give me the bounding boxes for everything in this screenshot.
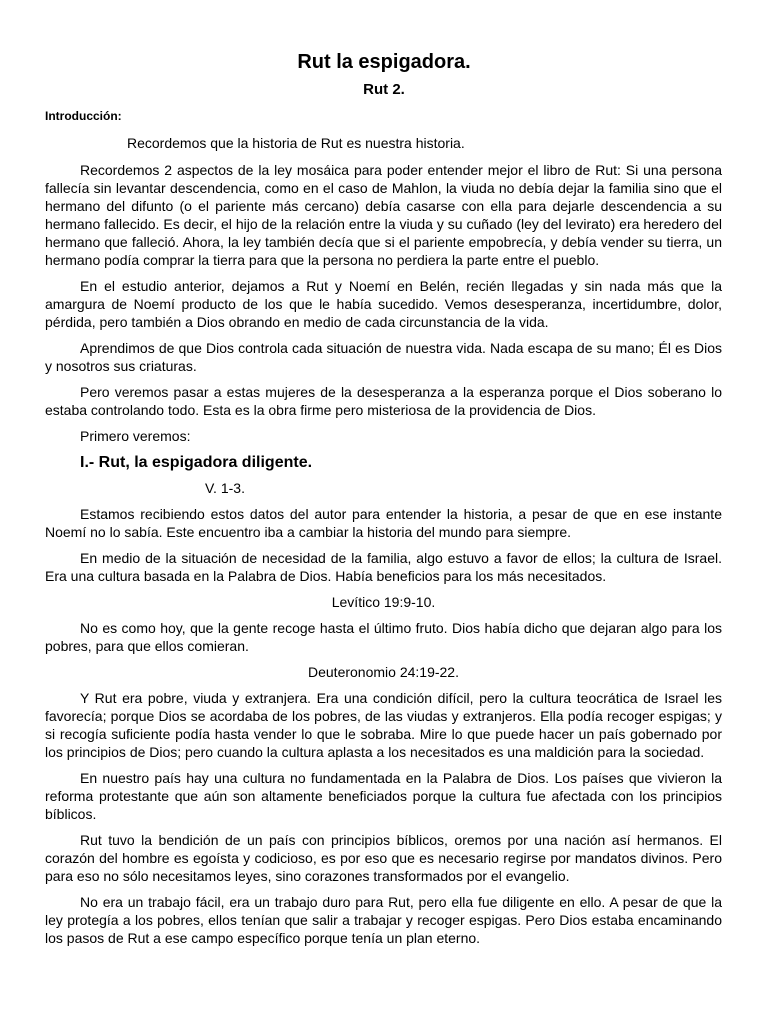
verse-reference: Levítico 19:9-10.	[331, 594, 436, 610]
paragraph: Aprendimos de que Dios controla cada situación de nuestra vida. Nada escapa de su mano; Él es Dios y nosotros sus criaturas.	[45, 340, 722, 374]
page-title: Rut la espigadora.	[297, 51, 471, 73]
document-body	[45, 108, 722, 955]
paragraph: Recordemos que la historia de Rut es nuestra historia.	[127, 135, 465, 151]
paragraph: En nuestro país hay una cultura no fundamentada en la Palabra de Dios. Los países que vivieron la reforma protestante que aún son altamente beneficiados porque la cultura fue afectada con los principios bíblicos.	[45, 770, 722, 822]
paragraph: Recordemos 2 aspectos de la ley mosáica para poder entender mejor el libro de Rut: Si una persona fallecía sin levantar descendencia, como en el caso de Mahlon, la viuda no debía dejar la familia sino que el hermano del difunto (o el pariente más cercano) debía casarse con ella para dejarle descendencia a su hermano fallecido. Es decir, el hijo de la relación entre la viuda y su cuñado (ley del levirato) era heredero del hermano que falleció. Ahora, la ley también decía que si el pariente empobrecía, y debía vender su tierra, un hermano podía comprar la tierra para que la persona no perdiera la parte entre el pueblo.	[45, 162, 722, 268]
paragraph: No es como hoy, que la gente recoge hasta el último fruto. Dios había dicho que dejaran algo para los pobres, para que ellos comieran.	[45, 620, 722, 654]
paragraph: Y Rut era pobre, viuda y extranjera. Era una condición difícil, pero la cultura teocrática de Israel les favorecía; porque Dios se acordaba de los pobres, de las viudas y extranjeros. Ella podía recoger espigas; y si recogía suficiente podía hasta vender lo que le sobraba. Mire lo que puede hacer un país gobernado por los principios de Dios; pero cuando la cultura aplasta a los necesitados es una maldición para la sociedad.	[45, 690, 722, 760]
verse-reference: V. 1-3.	[205, 480, 245, 496]
paragraph: En el estudio anterior, dejamos a Rut y Noemí en Belén, recién llegadas y sin nada más que la amargura de Noemí producto de los que le había sucedido. Vemos desesperanza, incertidumbre, dolor, pérdida, pero también a Dios obrando en medio de cada circunstancia de la vida.	[45, 278, 722, 330]
paragraph: Pero veremos pasar a estas mujeres de la desesperanza a la esperanza porque el Dios soberano lo estaba controlando todo. Esta es la obra firme pero misteriosa de la providencia de Dios.	[45, 384, 722, 418]
paragraph: Rut tuvo la bendición de un país con principios bíblicos, oremos por una nación así hermanos. El corazón del hombre es egoísta y codicioso, es por eso que es necesario regirse por mandatos divinos. Pero para eso no sólo necesitamos leyes, sino corazones transformados por el evangelio.	[45, 832, 722, 884]
paragraph: Estamos recibiendo estos datos del autor para entender la historia, a pesar de que en ese instante Noemí no lo sabía. Este encuentro iba a cambiar la historia del mundo para siempre.	[45, 506, 722, 540]
intro-label: Introducción:	[45, 109, 122, 123]
paragraph: No era un trabajo fácil, era un trabajo duro para Rut, pero ella fue diligente en ello. A pesar de que la ley protegía a los pobres, ellos tenían que salir a trabajar y recoger espigas. Pero Dios estaba encaminando los pasos de Rut a ese campo específico porque tenía un plan eterno.	[45, 894, 722, 946]
section-heading: I.- Rut, la espigadora diligente.	[80, 454, 313, 471]
page-subtitle: Rut 2.	[363, 81, 405, 98]
paragraph: Primero veremos:	[80, 428, 191, 444]
paragraph: En medio de la situación de necesidad de la familia, algo estuvo a favor de ellos; la cultura de Israel. Era una cultura basada en la Palabra de Dios. Había beneficios para los más necesitados.	[45, 550, 722, 584]
verse-reference: Deuteronomio 24:19-22.	[308, 664, 459, 680]
